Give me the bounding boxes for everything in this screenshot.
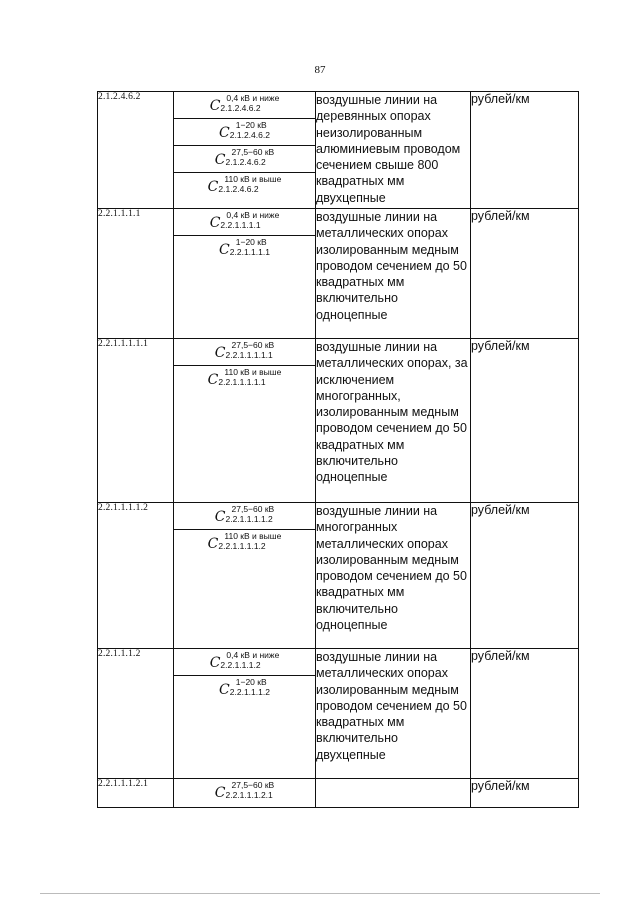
rate-symbol <box>174 339 315 366</box>
row-description: воздушные линии на металлических опорах, за исключением многогранных, изолированным медным проводом сечением до 50 квадратных мм включительно одноцепные <box>316 339 471 503</box>
voltage-superscript: 27,5−60 кВ <box>231 780 275 790</box>
table-row <box>98 339 579 503</box>
code-subscript: 2.2.1.1.1.1.2 <box>225 513 273 524</box>
symbol-cell <box>174 503 316 649</box>
voltage-superscript: 110 кВ и выше <box>224 531 282 541</box>
c-letter: C <box>214 785 226 801</box>
c-letter: C <box>209 655 221 671</box>
c-letter: C <box>209 215 221 231</box>
voltage-superscript: 27,5−60 кВ <box>231 504 275 514</box>
symbol-cell <box>174 92 316 209</box>
rate-symbol <box>174 119 315 146</box>
code-subscript: 2.1.2.4.6.2 <box>225 156 266 167</box>
code-subscript: 2.2.1.1.1.1.2 <box>218 540 266 551</box>
code-subscript: 2.2.1.1.1.1 <box>229 246 270 257</box>
symbol-cell <box>174 339 316 503</box>
page-number: 87 <box>314 64 326 76</box>
rate-symbol <box>174 503 315 530</box>
code-subscript: 2.2.1.1.1.1 <box>220 219 261 230</box>
c-letter: C <box>219 125 230 141</box>
code-subscript: 2.2.1.1.1.2.1 <box>225 789 273 800</box>
rate-symbol <box>174 530 315 557</box>
c-letter: C <box>214 509 226 525</box>
rate-symbol <box>174 146 315 173</box>
voltage-superscript: 27,5−60 кВ <box>231 340 275 350</box>
c-letter: C <box>207 179 219 195</box>
c-letter: C <box>207 372 219 388</box>
voltage-superscript: 27,5−60 кВ <box>231 147 275 157</box>
c-letter: C <box>219 682 230 698</box>
table-row <box>98 503 579 649</box>
row-unit: рублей/км <box>471 503 579 649</box>
symbol-cell <box>174 209 316 339</box>
code-subscript: 2.2.1.1.1.2 <box>220 659 261 670</box>
rate-symbol <box>174 366 315 393</box>
rate-symbol <box>174 173 315 200</box>
voltage-superscript: 1−20 кВ <box>235 677 267 687</box>
table-row <box>98 779 579 808</box>
rate-symbol <box>174 779 315 806</box>
voltage-superscript: 1−20 кВ <box>235 120 267 130</box>
symbol-cell <box>174 779 316 808</box>
row-description: воздушные линии на деревянных опорах неизолированным алюминиевым проводом сечением свыше 800 квадратных мм двухцепные <box>316 92 471 209</box>
rates-table <box>97 91 579 808</box>
row-description <box>316 779 471 808</box>
code-subscript: 2.1.2.4.6.2 <box>220 102 261 113</box>
symbol-cell <box>174 649 316 779</box>
row-unit: рублей/км <box>471 649 579 779</box>
code-subscript: 2.2.1.1.1.1.1 <box>218 376 266 387</box>
rate-symbol <box>174 649 315 676</box>
voltage-superscript: 110 кВ и выше <box>224 174 282 184</box>
rate-symbol <box>174 236 315 263</box>
row-unit: рублей/км <box>471 339 579 503</box>
row-code: 2.2.1.1.1.1 <box>98 209 174 339</box>
row-description: воздушные линии на металлических опорах изолированным медным проводом сечением до 50 квадратных мм включительно одноцепные <box>316 209 471 339</box>
code-subscript: 2.1.2.4.6.2 <box>218 183 259 194</box>
page-bottom-rule <box>40 893 600 894</box>
rate-symbol <box>174 676 315 703</box>
row-unit: рублей/км <box>471 92 579 209</box>
row-description: воздушные линии на многогранных металлических опорах изолированным медным проводом сечением до 50 квадратных мм включительно одноцепные <box>316 503 471 649</box>
row-code: 2.2.1.1.1.2.1 <box>98 779 174 808</box>
c-letter: C <box>214 152 226 168</box>
row-code: 2.2.1.1.1.1.2 <box>98 503 174 649</box>
row-description: воздушные линии на металлических опорах изолированным медным проводом сечением до 50 квадратных мм включительно двухцепные <box>316 649 471 779</box>
code-subscript: 2.1.2.4.6.2 <box>229 129 270 140</box>
row-code: 2.1.2.4.6.2 <box>98 92 174 209</box>
voltage-superscript: 0,4 кВ и ниже <box>226 650 280 660</box>
row-unit: рублей/км <box>471 209 579 339</box>
c-letter: C <box>214 345 226 361</box>
code-subscript: 2.2.1.1.1.2 <box>229 686 270 697</box>
code-subscript: 2.2.1.1.1.1.1 <box>225 349 273 360</box>
table-row <box>98 209 579 339</box>
c-letter: C <box>209 98 221 114</box>
rate-symbol <box>174 209 315 236</box>
voltage-superscript: 110 кВ и выше <box>224 367 282 377</box>
table-row <box>98 649 579 779</box>
table-row <box>98 92 579 209</box>
voltage-superscript: 0,4 кВ и ниже <box>226 93 280 103</box>
row-unit: рублей/км <box>471 779 579 808</box>
c-letter: C <box>207 536 219 552</box>
voltage-superscript: 1−20 кВ <box>235 237 267 247</box>
c-letter: C <box>219 242 230 258</box>
voltage-superscript: 0,4 кВ и ниже <box>226 210 280 220</box>
rate-symbol <box>174 92 315 119</box>
row-code: 2.2.1.1.1.2 <box>98 649 174 779</box>
row-code: 2.2.1.1.1.1.1 <box>98 339 174 503</box>
